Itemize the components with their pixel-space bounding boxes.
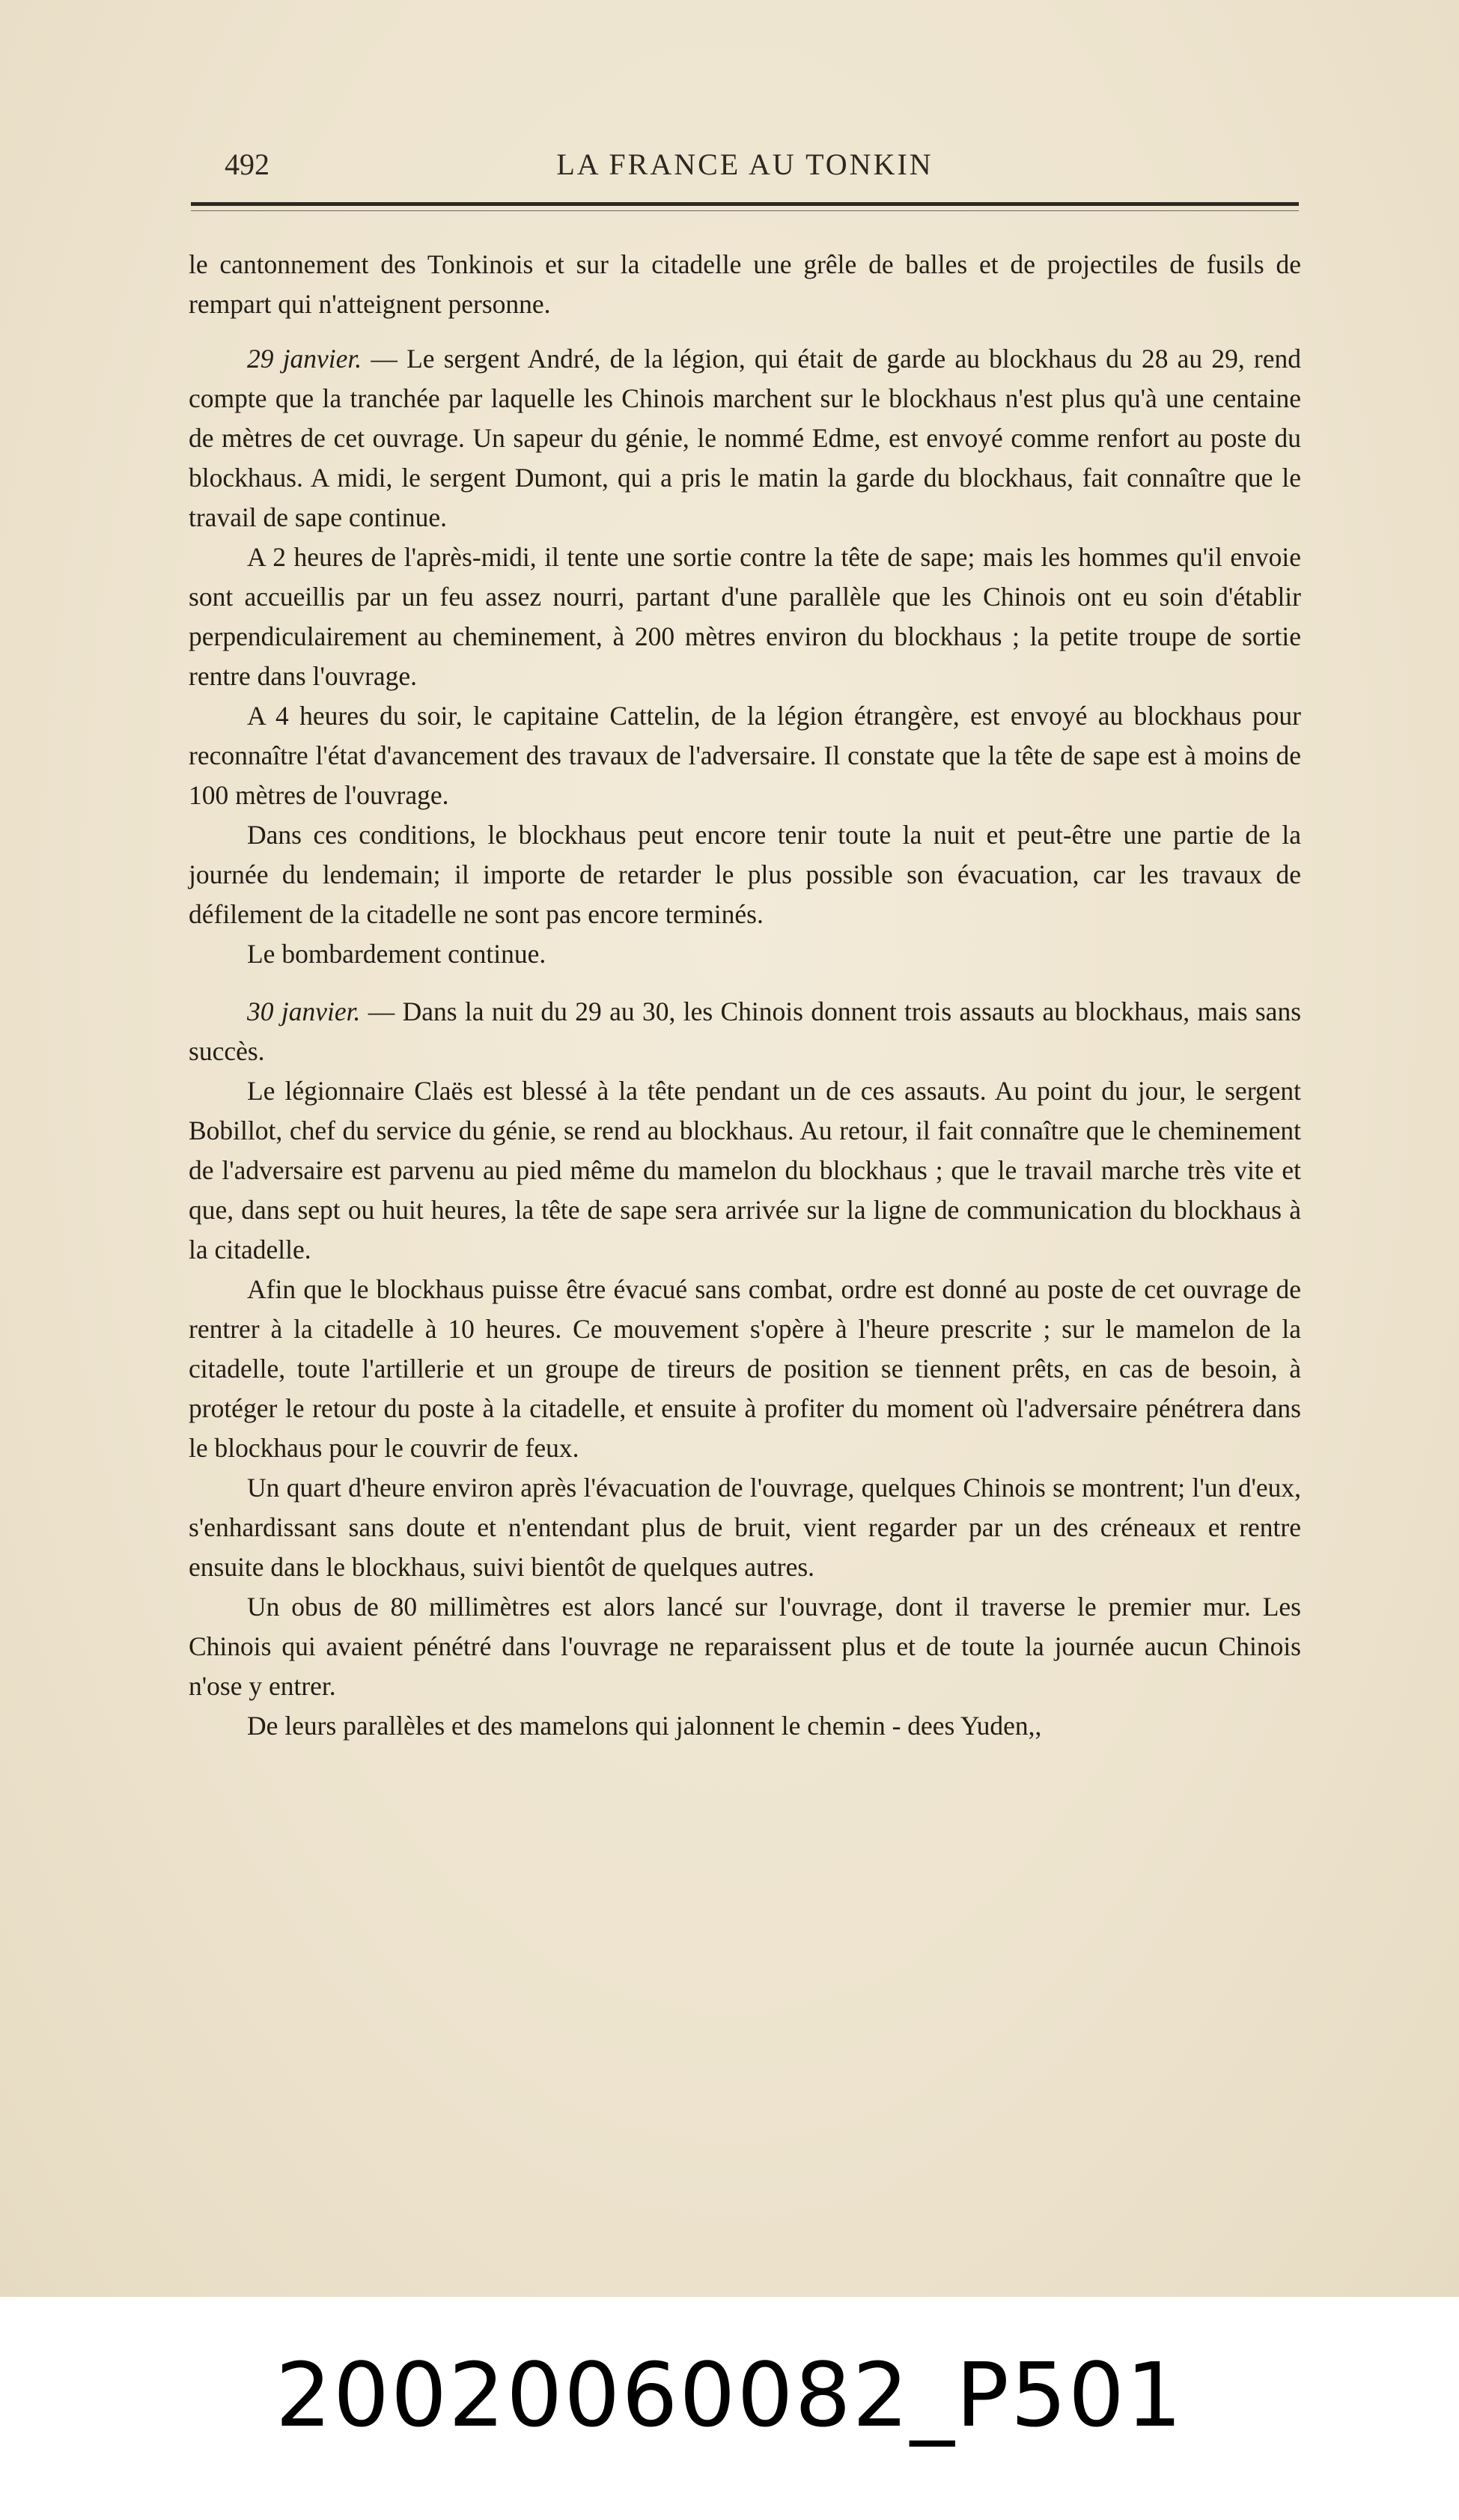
archive-caption: 20020060082_P501 — [275, 2343, 1184, 2447]
paragraph — [189, 339, 1301, 538]
header-rule-thin — [191, 210, 1299, 211]
paragraph: A 2 heures de l'après-midi, il tente une sortie contre la tête de sape; mais les hommes qu'il envoie sont accueillis par un feu assez nourri, partant d'une parallèle que les Chinois ont eu soin d'établir perpendiculairement au cheminement, à 200 mètres environ du blockhaus ; la petite troupe de sortie rentre dans l'ouvrage. — [189, 542, 1301, 691]
page-number: 492 — [225, 147, 269, 181]
body-text — [189, 245, 1301, 1746]
running-title: LA FRANCE AU TONKIN — [556, 147, 933, 181]
paragraph: Le légionnaire Claës est blessé à la tête pendant un de ces assauts. Au point du jour, le sergent Bobillot, chef du service du génie, se rend au blockhaus. Au retour, il fait connaître que le cheminement de l'adversaire est parvenu au pied même du mamelon du blockhaus ; que le travail marche très vite et que, dans sept ou huit heures, la tête de sape sera arrivée sur la ligne de communication du blockhaus à la citadelle. — [189, 1076, 1301, 1264]
paragraph: A 4 heures du soir, le capitaine Cattelin, de la légion étrangère, est envoyé au blockhaus pour reconnaître l'état d'avancement des travaux de l'adversaire. Il constate que la tête de sape est à moins de 100 mètres de l'ouvrage. — [189, 701, 1301, 810]
paragraph: Dans ces conditions, le blockhaus peut encore tenir toute la nuit et peut-être une partie de la journée du lendemain; il importe de retarder le plus possible son évacuation, car les travaux de défilement de la citadelle ne sont pas encore terminés. — [189, 820, 1301, 929]
date-label: 30 janvier. — [247, 996, 361, 1026]
header-rule — [191, 202, 1299, 206]
paragraph: De leurs parallèles et des mamelons qui jalonnent le chemin - dees Yuden,, — [247, 1711, 1042, 1741]
paragraph-text: — Dans la nuit du 29 au 30, les Chinois donnent trois assauts au blockhaus, mais sans succès. — [189, 996, 1302, 1066]
paragraph: Un quart d'heure environ après l'évacuation de l'ouvrage, quelques Chinois se montrent; l'un d'eux, s'enhardissant sans doute et n'entendant plus de bruit, vient regarder par un des créneaux et rentre ensuite dans le blockhaus, suivi bientôt de quelques autres. — [189, 1473, 1301, 1582]
paragraph: Le bombardement continue. — [247, 939, 546, 969]
paragraph: Un obus de 80 millimètres est alors lancé sur l'ouvrage, dont il traverse le premier mur. Les Chinois qui avaient pénétré dans l'ouvrage ne reparaissent plus et de toute la journée aucun Chinois n'ose y entrer. — [189, 1592, 1301, 1701]
date-label: 29 janvier. — [247, 344, 362, 374]
paragraph — [189, 992, 1301, 1071]
paragraph-text: — Le sergent André, de la légion, qui était de garde au blockhaus du 28 au 29, rend compte que la tranchée par laquelle les Chinois marchent sur le blockhaus n'est plus qu'à une centaine de mètres de cet ouvrage. Un sapeur du génie, le nommé Edme, est envoyé comme renfort au poste du blockhaus. A midi, le sergent Dumont, qui a pris le matin la garde du blockhaus, fait connaître que le travail de sape continue. — [189, 344, 1301, 532]
paragraph: le cantonnement des Tonkinois et sur la citadelle une grêle de balles et de projectiles de fusils de rempart qui n'atteignent personne. — [189, 249, 1301, 319]
paragraph: Afin que le blockhaus puisse être évacué sans combat, ordre est donné au poste de cet ouvrage de rentrer à la citadelle à 10 heures. Ce mouvement s'opère à l'heure prescrite ; sur le mamelon de la citadelle, toute l'artillerie et un groupe de tireurs de position se tiennent prêts, en cas de besoin, à protéger le retour du poste à la citadelle, et ensuite à profiter du moment où l'adversaire pénétrera dans le blockhaus pour le couvrir de feux. — [189, 1274, 1301, 1463]
running-header — [191, 144, 1299, 196]
